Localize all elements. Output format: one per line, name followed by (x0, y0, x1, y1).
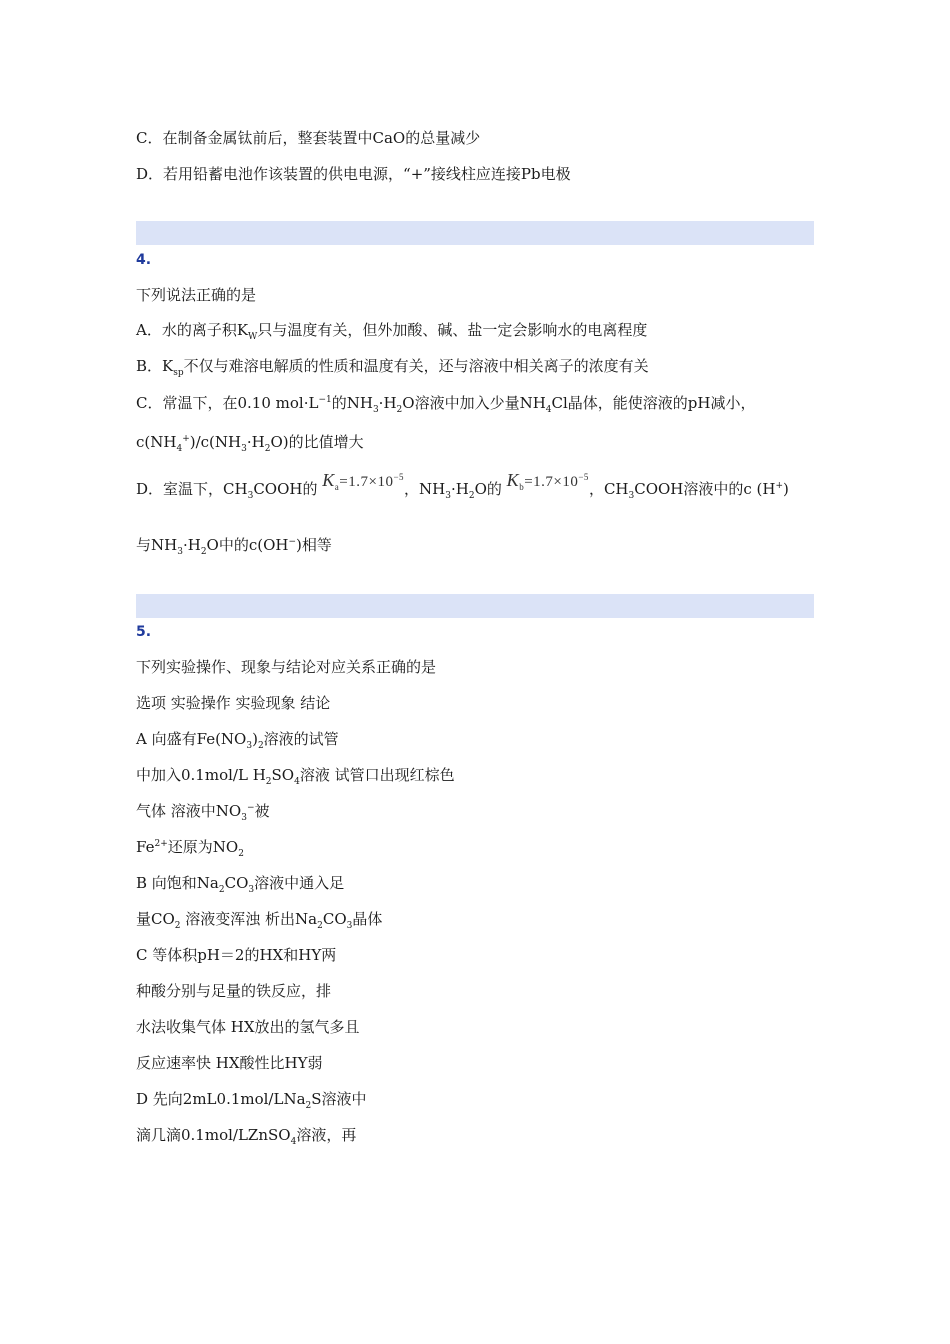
q4-option-a: A．水的离子积$K_W$只与温度有关，但外加酸、碱、盐一定会影响水的电离程度 (136, 321, 648, 342)
q5-header-bar (136, 594, 814, 618)
q3-option-c: C．在制备金属钛前后，整套装置中CaO的总量减少 (136, 129, 481, 147)
q4-number: 4. (136, 252, 152, 268)
q5-table-header: 选项 实验操作 实验现象 结论 (136, 694, 331, 712)
q5-row-a-line3: 气体 溶液中$NO_3^-$被 (136, 802, 270, 823)
q4-option-c-line2: $c(NH_4^+)/c(NH_3\cdot H_2O)$的比值增大 (136, 433, 364, 454)
q5-row-c-line4: 反应速率快 HX酸性比HY弱 (136, 1054, 323, 1072)
q4-option-b: B．$K_{sp}$不仅与难溶电解质的性质和温度有关，还与溶液中相关离子的浓度有关 (136, 357, 649, 378)
q5-number: 5. (136, 624, 152, 640)
q5-row-b-line2: 量$CO_2$ 溶液变浑浊 析出$Na_2CO_3$晶体 (136, 910, 383, 931)
q5-stem: 下列实验操作、现象与结论对应关系正确的是 (136, 658, 437, 676)
kb-formula: $K_b=1.7\times 10^{-5}$ (506, 470, 589, 492)
q5-row-d-line1: D 先向2mL0.1mol/LNa$_2$S溶液中 (136, 1090, 367, 1111)
q5-row-b-line1: B 向饱和$Na_2CO_3$溶液中通入足 (136, 874, 345, 895)
q5-row-c-line1: C 等体积pH＝2的HX和HY两 (136, 946, 337, 964)
q4-stem: 下列说法正确的是 (136, 286, 257, 304)
q5-row-a-line4: $Fe^{2+}$还原为$NO_2$ (136, 838, 244, 859)
q5-row-c-line3: 水法收集气体 HX放出的氢气多且 (136, 1018, 360, 1036)
q4-option-d-line1: D．室温下，$CH_3COOH$的 $K_a=1.7\times 10^{-5}$，$NH_3\cdot H_2O$的 $K_b=1.7\times 10^{-5}$，$CH_3COOH$溶液中的c (H+) (136, 470, 789, 501)
q5-row-a-line2: 中加入0.1mol/L $H_2SO_4$溶液 试管口出现红棕色 (136, 766, 455, 787)
q3-option-d: D．若用铅蓄电池作该装置的供电电源，“+”接线柱应连接Pb电极 (136, 165, 571, 183)
ka-formula: $K_a=1.7\times 10^{-5}$ (322, 470, 405, 492)
q4-option-d-line2: 与$NH_3\cdot H_2O$中的c(OH−)相等 (136, 536, 332, 557)
q4-header-bar (136, 221, 814, 245)
q4-option-c-line1: C．常温下，在0.10 $mol\cdot L^{-1}$的$NH_3\cdot H_2O$溶液中加入少量$NH_4Cl$晶体，能使溶液的pH减小， (136, 394, 756, 415)
q5-row-a-line1: A 向盛有$Fe(NO_3)_2$溶液的试管 (136, 730, 339, 751)
q5-row-d-line2: 滴几滴0.1mol/LZnSO$_4$溶液，再 (136, 1126, 357, 1147)
q5-row-c-line2: 种酸分别与足量的铁反应，排 (136, 982, 332, 1000)
